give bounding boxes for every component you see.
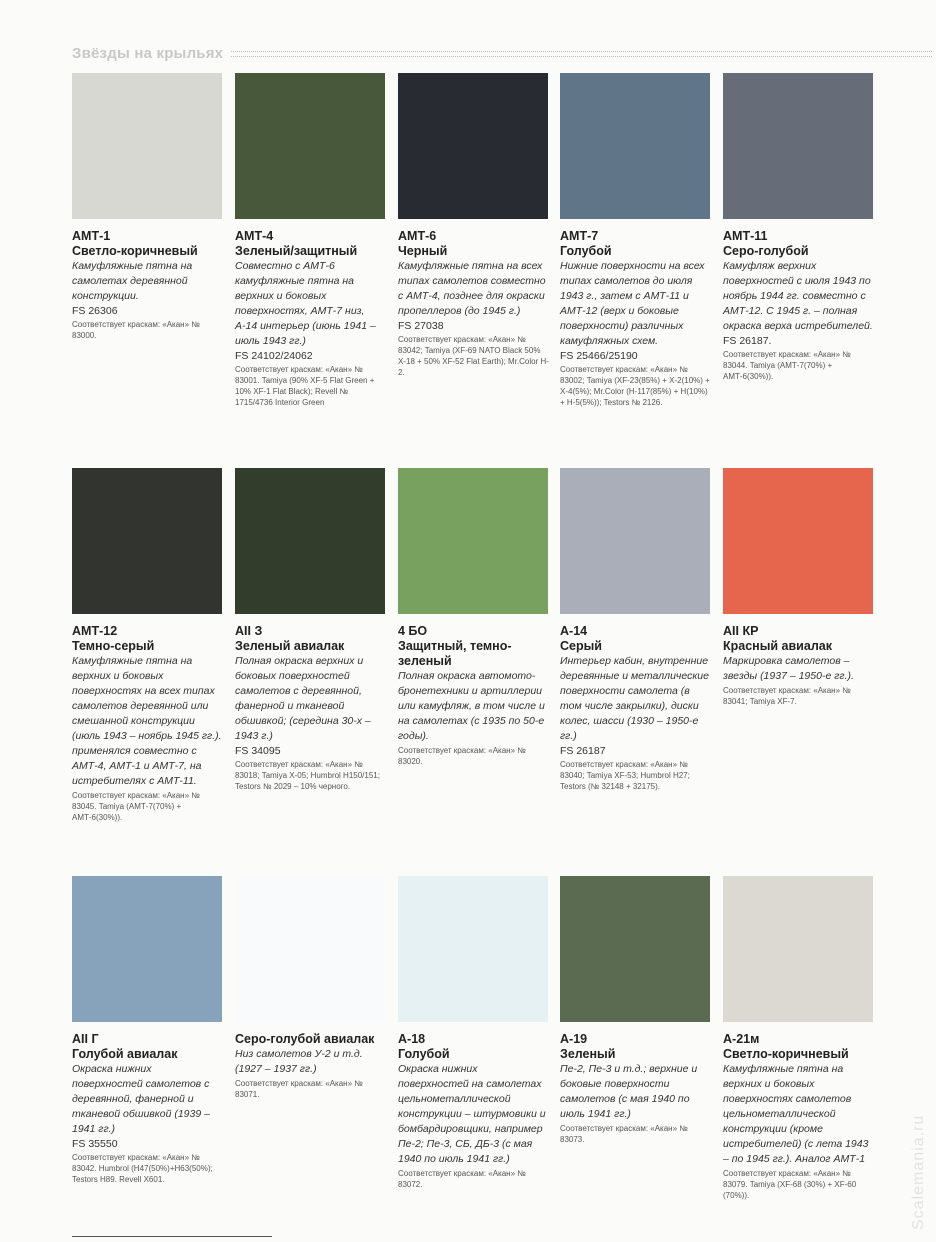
paint-matches: Соответствует краскам: «Акан» № 83073. [560, 1124, 688, 1144]
color-swatch [723, 876, 873, 1022]
color-name: Черный [398, 244, 448, 258]
color-description: Камуфляжные пятна на верхних и боковых поверхностях на всех типах самолетов деревянной или смешанной конструкции (июль 1943 – ноябрь 1945 гг.). применялся совместно с АМТ-4, АМТ-1 и АМТ-7, на истребителях с АМТ-11. [72, 655, 222, 787]
color-description: Камуфляжные пятна на самолетах деревянной конструкции. [72, 260, 193, 302]
fs-number: FS 34095 [235, 745, 281, 757]
color-code: АМТ-7 [560, 229, 599, 243]
color-code: АII З [235, 624, 263, 638]
color-swatch [398, 876, 548, 1022]
color-swatch [235, 468, 385, 614]
color-code: А-14 [560, 624, 588, 638]
section-title: Звёзды на крыльях [72, 45, 224, 62]
color-description: Камуфляжные пятна на верхних и боковых поверхностях самолетов цельнометаллической конструкции (кроме истребителей) (с лета 1943 – по 1945 гг.). Аналог АМТ-1 [723, 1063, 869, 1165]
color-card [723, 876, 875, 1201]
color-description: Окраска нижних поверхностей самолетов с деревянной, фанерной и тканевой обшивкой (1939 – 1941 гг.) [72, 1063, 210, 1135]
color-swatch [72, 468, 222, 614]
color-card [398, 876, 550, 1190]
paint-matches: Соответствует краскам: «Акан» № 83072. [398, 1169, 526, 1189]
paint-matches: Соответствует краскам: «Акан» № 83018; Tamiya X-05; Humbrol H150/151; Testors № 2029 – 10% черного. [235, 760, 380, 791]
color-code: 4 БО [398, 624, 428, 638]
color-description: Низ самолетов У-2 и т.д. (1927 – 1937 гг.) [235, 1048, 363, 1075]
paint-matches: Соответствует краскам: «Акан» № 83042. Humbrol (H47(50%)+H63(50%); Testors H89. Revell X601. [72, 1153, 213, 1184]
color-name: Серый [560, 639, 602, 653]
color-name: Голубой [398, 1047, 450, 1061]
fs-number: FS 26187. [723, 335, 772, 347]
color-code: АМТ-1 [72, 229, 111, 243]
paint-matches: Соответствует краскам: «Акан» № 83041; Tamiya XF-7. [723, 686, 851, 706]
color-description: Нижние поверхности на всех типах самолетов до июля 1943 г., затем с АМТ-11 и АМТ-12 (верх и боковые поверхности) различных камуфляжных схем. [560, 260, 705, 347]
color-name: Светло-коричневый [723, 1047, 849, 1061]
fs-number: FS 35550 [72, 1138, 118, 1150]
color-description: Окраска нижних поверхностей на самолетах цельнометаллической конструкции – штурмовики и бомбардировщики, например Пе-2; Пе-3, СБ, ДБ-3 (с мая 1940 по июль 1941 гг.) [398, 1063, 546, 1165]
paint-matches: Соответствует краскам: «Акан» № 83020. [398, 746, 526, 766]
color-name: Красный авиалак [723, 639, 832, 653]
color-swatch [560, 73, 710, 219]
color-card [723, 73, 875, 382]
color-card [560, 876, 712, 1145]
color-card [235, 73, 387, 408]
fs-number: FS 26187 [560, 745, 606, 757]
color-code: АМТ-6 [398, 229, 437, 243]
color-name: Светло-коричневый [72, 244, 198, 258]
color-card [723, 468, 875, 707]
color-name: Зеленый авиалак [235, 639, 345, 653]
color-card [72, 73, 224, 341]
color-name: Голубой [560, 244, 612, 258]
color-code: АII Г [72, 1032, 99, 1046]
color-description: Камуфляжные пятна на всех типах самолетов совместно с АМТ-4, позднее для окраски пропеллеров (до 1945 г.) [398, 260, 546, 317]
color-swatch [72, 73, 222, 219]
color-code: АМТ-12 [72, 624, 118, 638]
paint-matches: Соответствует краскам: «Акан» № 83071. [235, 1079, 363, 1099]
color-swatch [723, 468, 873, 614]
watermark: Scalemania.ru [910, 1114, 927, 1230]
color-code: А-18 [398, 1032, 426, 1046]
color-description: Совместно с АМТ-6 камуфляжные пятна на верхних и боковых поверхностях, АМТ-7 низ, А-14 интерьер (июнь 1941 – июль 1943 гг.) [235, 260, 376, 347]
color-swatch [398, 73, 548, 219]
color-swatch [723, 73, 873, 219]
paint-matches: Соответствует краскам: «Акан» № 83045. Tamiya (АМТ-7(70%) + АМТ-6(30%)). [72, 791, 200, 822]
fs-number: FS 25466/25190 [560, 350, 638, 362]
color-card [235, 876, 387, 1100]
color-name: Серо-голубой [723, 244, 809, 258]
color-description: Камуфляж верхних поверхностей с июля 1943 по ноябрь 1944 гг. совместно с АМТ-12. С 1945 г. – полная окраска верха истребителей. [723, 260, 873, 332]
color-code: А-19 [560, 1032, 588, 1046]
paint-matches: Соответствует краскам: «Акан» № 83001. Tamiya (90% XF-5 Flat Green + 10% XF-1 Flat Black); Revell № 1715/4736 Interior Green [235, 365, 375, 407]
fs-number: FS 26306 [72, 305, 118, 317]
color-card [398, 468, 550, 767]
color-card [560, 468, 712, 792]
color-code: АМТ-11 [723, 229, 768, 243]
color-code: АМТ-4 [235, 229, 274, 243]
color-description: Интерьер кабин, внутренние деревянные и металлические поверхности самолета (в том числе закрылки), диски колес, шасси (1930 – 1950-е гг.) [560, 655, 709, 742]
color-card [398, 73, 550, 378]
color-name: Темно-серый [72, 639, 155, 653]
color-card [235, 468, 387, 792]
color-swatch [235, 73, 385, 219]
color-name: Защитный, темно-зеленый [398, 639, 512, 668]
color-name: Зеленый/защитный [235, 244, 358, 258]
fs-number: FS 27038 [398, 320, 444, 332]
paint-matches: Соответствует краскам: «Акан» № 83044. Tamiya (АМТ-7(70%) + АМТ-6(30%)). [723, 350, 851, 381]
paint-matches: Соответствует краскам: «Акан» № 83000. [72, 320, 200, 340]
fs-number: FS 24102/24062 [235, 350, 313, 362]
color-card [560, 73, 712, 408]
color-description: Пе-2, Пе-3 и т.д.; верхние и боковые поверхности самолетов (с мая 1940 по июль 1941 гг.) [560, 1063, 698, 1120]
color-name: Зеленый [560, 1047, 616, 1061]
paint-matches: Соответствует краскам: «Акан» № 83002; Tamiya (XF-23(85%) + X-2(10%) + X-4(5%); Mr.Color (H-117(85%) + H(10%) + H-5(5%)); Testors № 2126. [560, 365, 710, 407]
color-card [72, 876, 224, 1185]
color-description: Полная окраска автомото- бронетехники и артиллерии или камуфляж, в том числе и на самолетах (с 1935 по 50-е годы). [398, 670, 545, 742]
color-name: Голубой авиалак [72, 1047, 178, 1061]
color-swatch [560, 876, 710, 1022]
color-code: АII КР [723, 624, 759, 638]
color-card [72, 468, 224, 823]
color-swatch [560, 468, 710, 614]
footer-rule [72, 1236, 272, 1237]
color-code: А-21м [723, 1032, 760, 1046]
color-swatch [398, 468, 548, 614]
color-description: Полная окраска верхних и боковых поверхностей самолетов с деревянной, фанерной и тканевой обшивкой; (середина 30-х – 1943 г.) [235, 655, 371, 742]
paint-matches: Соответствует краскам: «Акан» № 83040; Tamiya XF-53; Humbrol H27; Testors (№ 32148 + 32175). [560, 760, 690, 791]
color-description: Маркировка самолетов – звезды (1937 – 1950-е гг.). [723, 655, 854, 682]
color-name: Серо-голубой авиалак [235, 1032, 375, 1046]
color-swatch [72, 876, 222, 1022]
paint-matches: Соответствует краскам: «Акан» № 83042; Tamiya (XF-69 NATO Black 50% X-18 + 50% XF-52 Flat Earth); Mr.Color H-2. [398, 335, 549, 377]
paint-matches: Соответствует краскам: «Акан» № 83079. Tamiya (XF-68 (30%) + XF-60 (70%)). [723, 1169, 857, 1200]
color-swatch [235, 876, 385, 1022]
